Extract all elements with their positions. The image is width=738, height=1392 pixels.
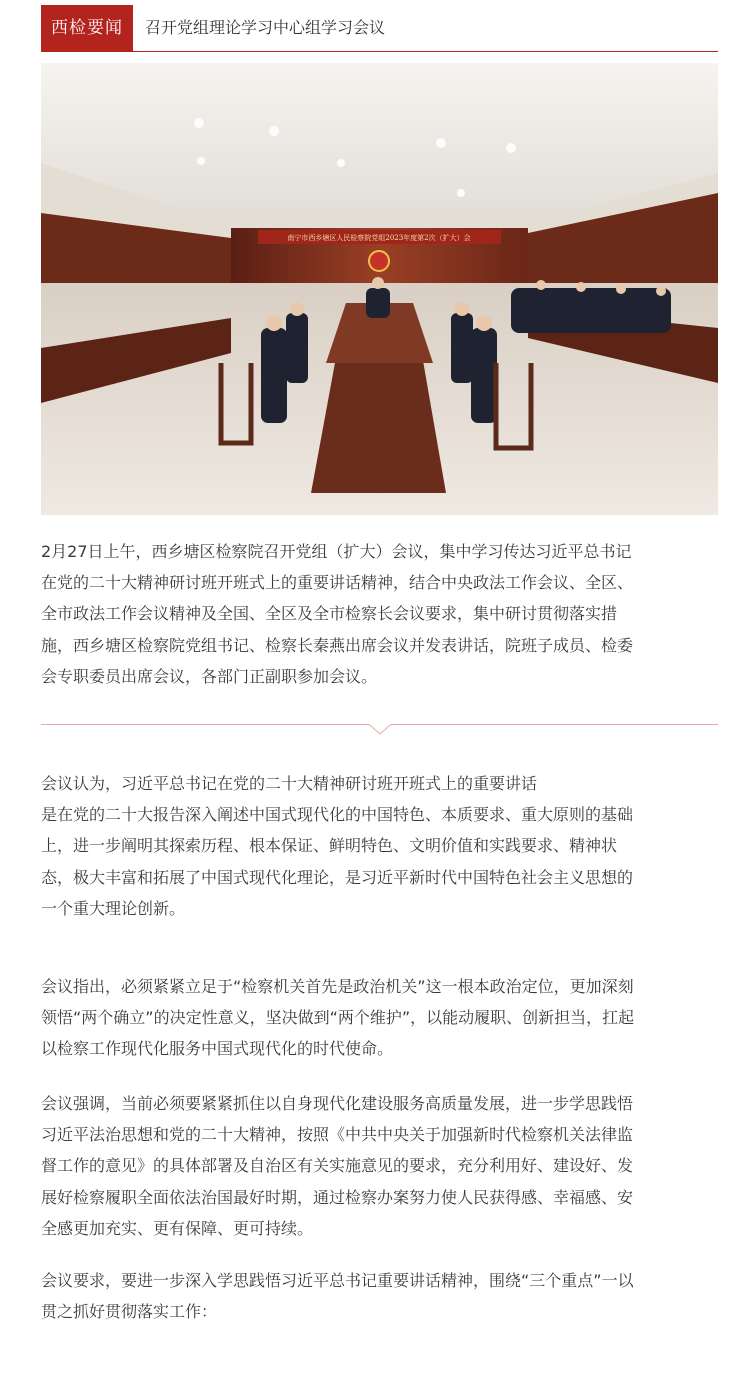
text-line: 领悟“两个确立”的决定性意义，坚决做到“两个维护”，以能动履职、创新担当，扛起 [41, 1008, 635, 1028]
text-line: 会议要求，要进一步深入学思践悟习近平总书记重要讲话精神，围绕“三个重点”一以 [41, 1271, 634, 1290]
text-line: 2月27日上午，西乡塘区检察院召开党组（扩大）会议，集中学习传达习近平总书记 [41, 542, 632, 561]
text-line: 展好检察履职全面依法治国最好时期，通过检察办案努力使人民获得感、幸福感、安 [41, 1187, 634, 1207]
meeting-photo [41, 63, 718, 515]
chevron-down-icon [369, 724, 391, 736]
text-line: 习近平法治思想和党的二十大精神，按照《中共中央关于加强新时代检察机关法律监 [41, 1125, 634, 1145]
text-line: 是在党的二十大报告深入阐述中国式现代化的中国特色、本质要求、重大原则的基础 [41, 805, 634, 825]
text-line: 全市政法工作会议精神及全国、全区及全市检察长会议要求，集中研讨贯彻落实措 [41, 604, 618, 624]
text-line: 会议认为，习近平总书记在党的二十大精神研讨班开班式上的重要讲话 [41, 774, 538, 793]
text-line: 贯之抓好贯彻落实工作： [41, 1302, 218, 1322]
paragraph-2 [41, 768, 718, 924]
banner-text: 南宁市西乡塘区人民检察院党组2023年度第2次（扩大）会 [287, 234, 471, 242]
text-line: 在党的二十大精神研讨班开班式上的重要讲话精神，结合中央政法工作会议、全区、 [41, 573, 634, 593]
paragraph-5 [41, 1265, 718, 1327]
text-line: 施，西乡塘区检察院党组书记、检察长秦燕出席会议并发表讲话，院班子成员、检委 [41, 635, 634, 655]
paragraph-3 [41, 971, 718, 1065]
article-header [41, 5, 718, 52]
text-line: 会议指出，必须紧紧立足于“检察机关首先是政治机关”这一根本政治定位，更加深刻 [41, 977, 634, 996]
text-line: 督工作的意见》的具体部署及自治区有关实施意见的要求，充分利用好、建设好、发 [41, 1156, 634, 1176]
text-line: 以检察工作现代化服务中国式现代化的时代使命。 [41, 1039, 394, 1059]
paragraph-1 [41, 536, 718, 692]
section-tag: 西检要闻 [41, 5, 133, 51]
text-line: 态，极大丰富和拓展了中国式现代化理论，是习近平新时代中国特色社会主义思想的 [41, 867, 634, 887]
text-line: 会议强调，当前必须要紧紧抓住以自身现代化建设服务高质量发展，进一步学思践悟 [41, 1094, 634, 1113]
text-line: 全感更加充实、更有保障、更可持续。 [41, 1218, 314, 1238]
text-line: 一个重大理论创新。 [41, 898, 186, 918]
paragraph-4 [41, 1088, 718, 1244]
text-line: 会专职委员出席会议，各部门正副职参加会议。 [41, 666, 378, 686]
section-divider [41, 722, 718, 736]
text-line: 上，进一步阐明其探索历程、根本保证、鲜明特色、文明价值和实践要求、精神状 [41, 836, 618, 856]
article-title: 召开党组理论学习中心组学习会议 [145, 18, 386, 37]
